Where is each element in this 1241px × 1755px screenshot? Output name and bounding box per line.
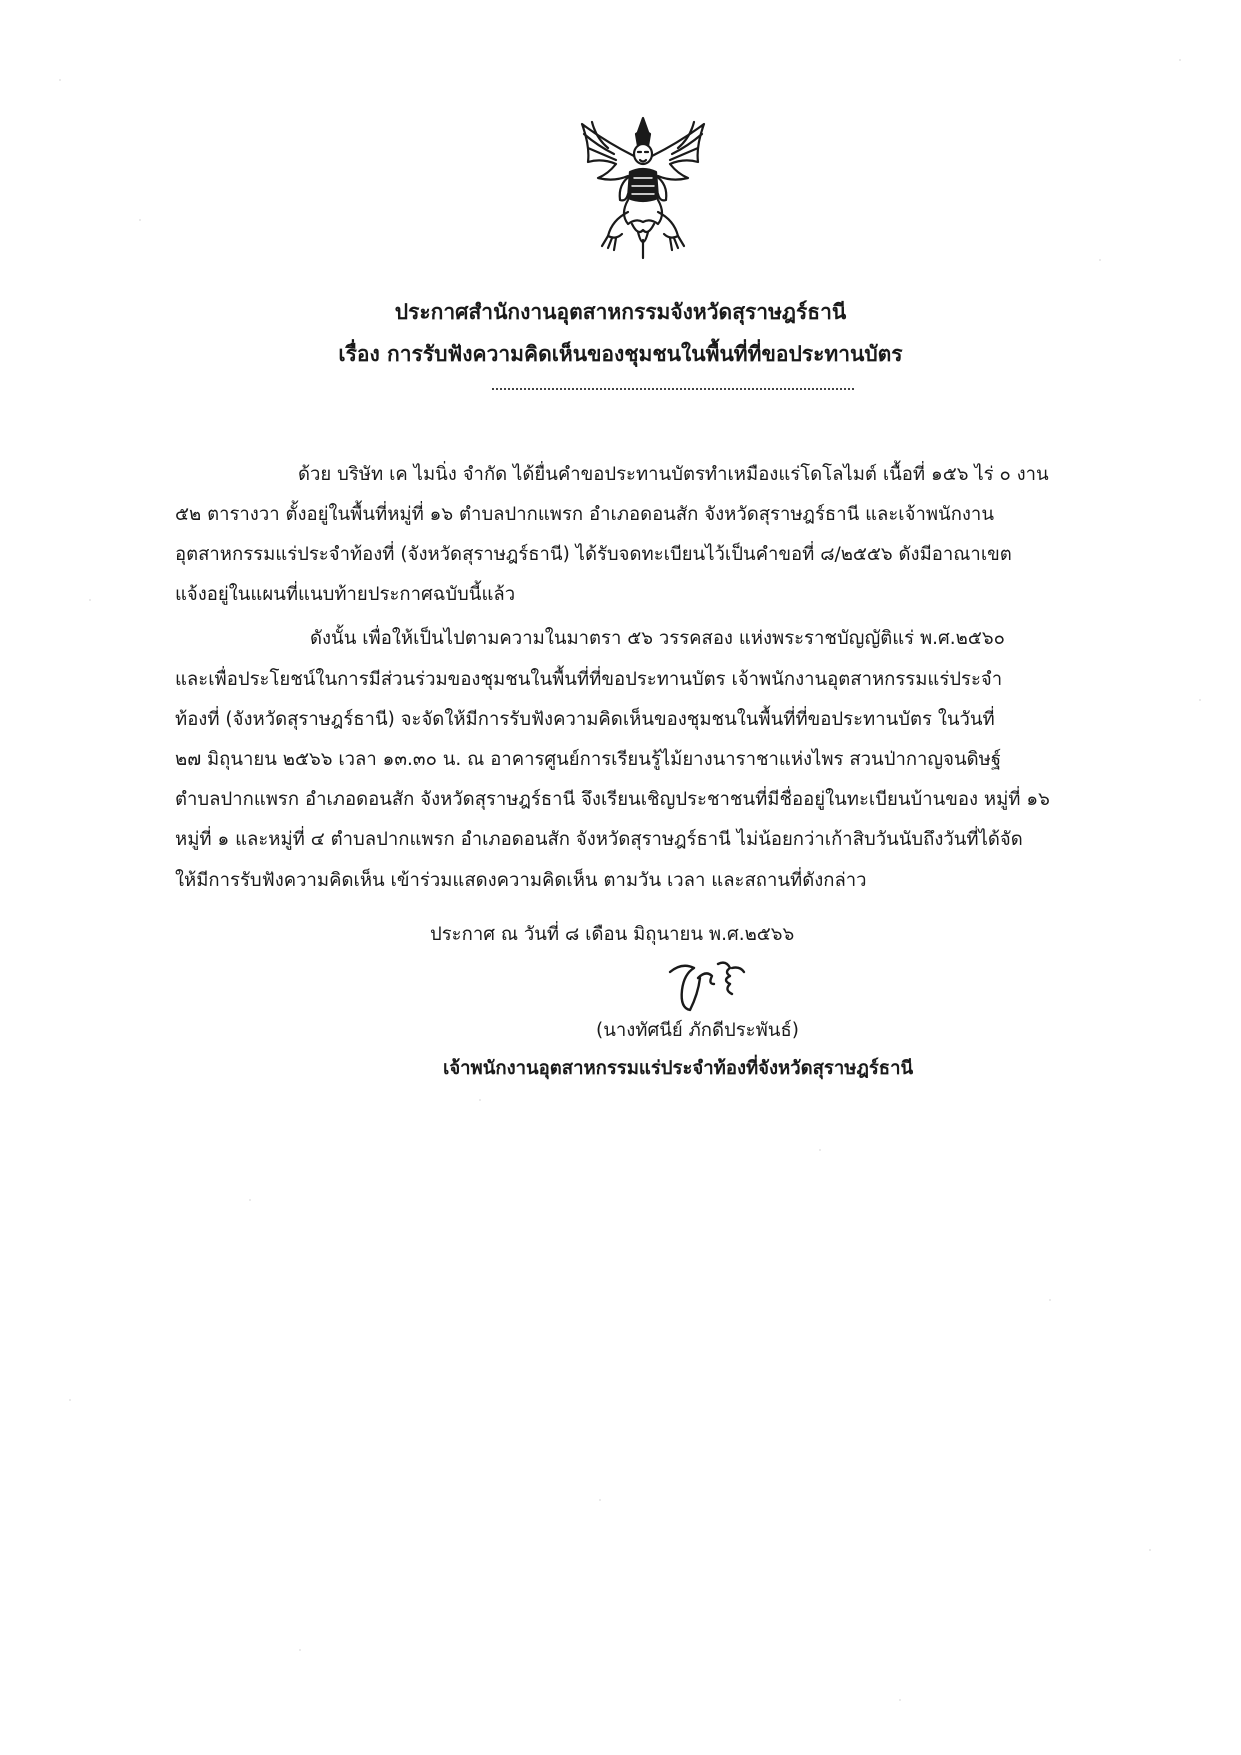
document-subject: เรื่อง การรับฟังความคิดเห็นของชุมชนในพื้นที่ที่ขอประทานบัตร bbox=[338, 342, 903, 366]
paragraph-line: ตำบลปากแพรก อำเภอดอนสัก จังหวัดสุราษฎร์ธานี จึงเรียนเชิญประชาชนที่มีชื่ออยู่ในทะเบียนบ้านของ หมู่ที่ ๑๖ bbox=[175, 789, 1050, 810]
paragraph-line: และเพื่อประโยชน์ในการมีส่วนร่วมของชุมชนในพื้นที่ที่ขอประทานบัตร เจ้าพนักงานอุตสาหกรรมแร่ประจำ bbox=[175, 669, 1003, 690]
signer-position: เจ้าพนักงานอุตสาหกรรมแร่ประจำท้องที่จังหวัดสุราษฎร์ธานี bbox=[443, 1058, 914, 1079]
paragraph-line: ท้องที่ (จังหวัดสุราษฎร์ธานี) จะจัดให้มีการรับฟังความคิดเห็นของชุมชนในพื้นที่ที่ขอประทานบัตร ในวันที่ bbox=[175, 709, 995, 730]
handwritten-signature bbox=[660, 950, 760, 1020]
document-title: ประกาศสำนักงานอุตสาหกรรมจังหวัดสุราษฎร์ธานี bbox=[394, 300, 847, 324]
paragraph-line: ด้วย บริษัท เค ไมนิ่ง จำกัด ได้ยื่นคำขอประทานบัตรทำเหมืองแร่โดโลไมต์ เนื้อที่ ๑๕๖ ไร่ ๐ งาน bbox=[298, 464, 1049, 485]
title-divider bbox=[492, 388, 854, 390]
paragraph-line: ๕๒ ตารางวา ตั้งอยู่ในพื้นที่หมู่ที่ ๑๖ ตำบลปากแพรก อำเภอดอนสัก จังหวัดสุราษฎร์ธานี และเจ้าพนักงาน bbox=[175, 504, 994, 525]
garuda-emblem-icon bbox=[568, 112, 718, 262]
paragraph-line: ให้มีการรับฟังความคิดเห็น เข้าร่วมแสดงความคิดเห็น ตามวัน เวลา และสถานที่ดังกล่าว bbox=[175, 870, 867, 891]
paragraph-line: อุตสาหกรรมแร่ประจำท้องที่ (จังหวัดสุราษฎร์ธานี) ได้รับจดทะเบียนไว้เป็นคำขอที่ ๘/๒๕๕๖ ดังมีอาณาเขต bbox=[175, 544, 1012, 565]
paragraph-line: หมู่ที่ ๑ และหมู่ที่ ๔ ตำบลปากแพรก อำเภอดอนสัก จังหวัดสุราษฎร์ธานี ไม่น้อยกว่าเก้าสิบวันนับถึงวันที่ได้จัด bbox=[175, 829, 1023, 850]
paragraph-line: แจ้งอยู่ในแผนที่แนบท้ายประกาศฉบับนี้แล้ว bbox=[175, 584, 516, 605]
announce-date: ประกาศ ณ วันที่ ๘ เดือน มิถุนายน พ.ศ.๒๕๖๖ bbox=[430, 924, 795, 945]
paragraph-line: ๒๗ มิถุนายน ๒๕๖๖ เวลา ๑๓.๓๐ น. ณ อาคารศูนย์การเรียนรู้ไม้ยางนาราชาแห่งไพร สวนป่ากาญจนดิษฐ์ bbox=[175, 749, 1002, 770]
signer-name: (นางทัศนีย์ ภักดีประพันธ์) bbox=[596, 1020, 799, 1041]
paragraph-line: ดังนั้น เพื่อให้เป็นไปตามความในมาตรา ๕๖ วรรคสอง แห่งพระราชบัญญัติแร่ พ.ศ.๒๕๖๐ bbox=[310, 628, 1005, 649]
